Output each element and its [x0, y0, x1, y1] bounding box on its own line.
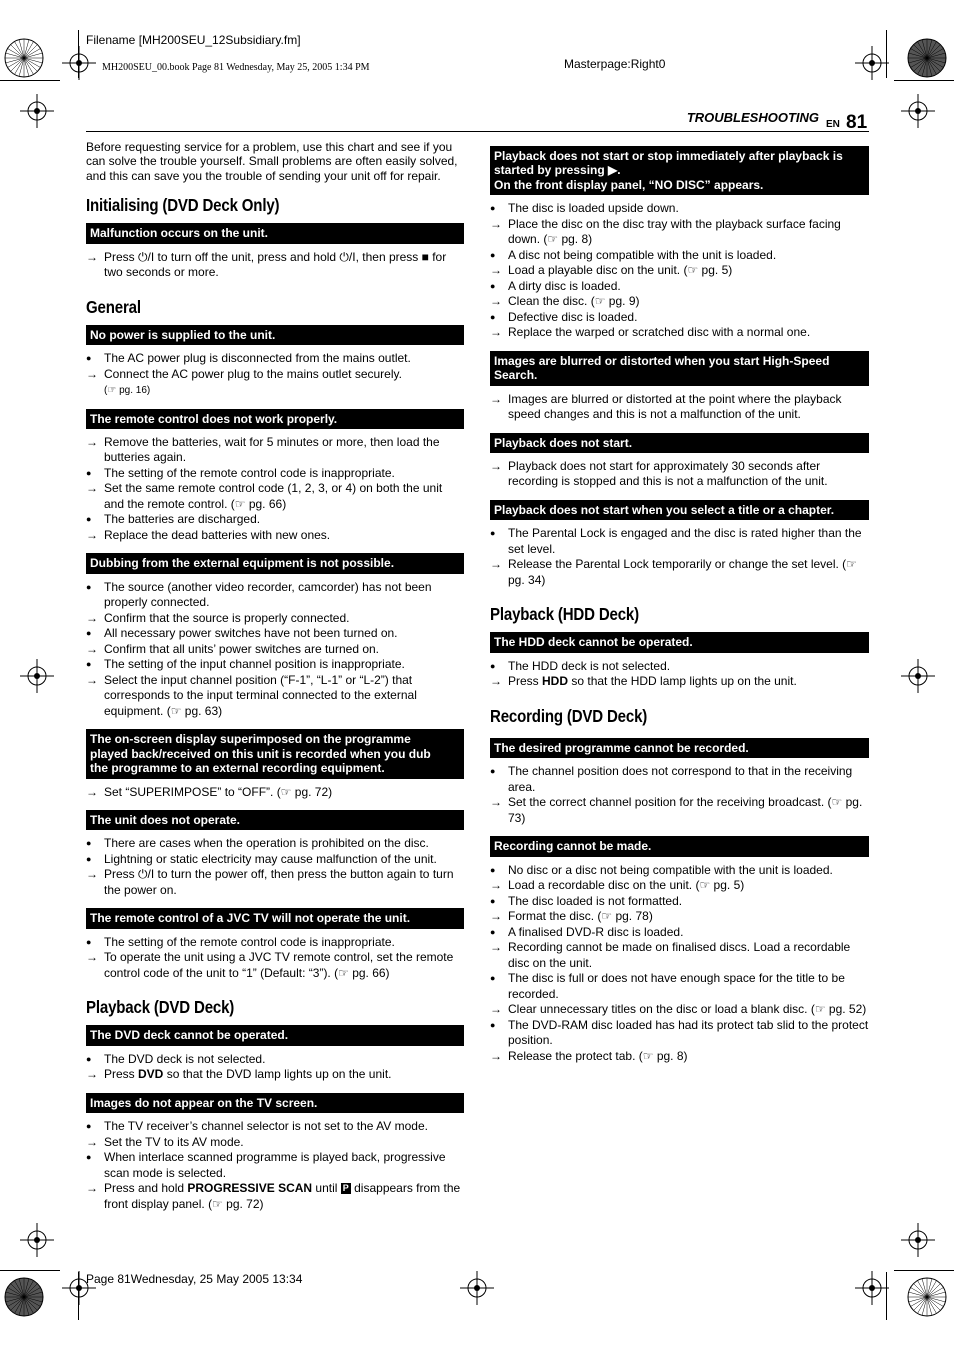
- list-item: → Load a playable disc on the unit. (☞ pg. 5): [490, 263, 733, 278]
- arrow-icon: →: [86, 249, 98, 264]
- list-item: ● The DVD deck is not selected.: [86, 1051, 266, 1066]
- list-item: ● The Parental Lock is engaged and the disc is rated higher than the set level.: [490, 526, 862, 556]
- list-item: → Press ⏻/I to turn the power off, then press the button again to turn the power on.: [86, 867, 454, 897]
- list-item: → Select the input channel position (“F-1”, “L-1” or “L-2”) that corresponds to the input terminal connected to the external equipment. (☞ pg. 63): [86, 672, 417, 718]
- list-item: → Press HDD so that the HDD lamp lights up on the unit.: [490, 674, 797, 689]
- section-title-recording-dvd: Recording (DVD Deck): [490, 705, 648, 726]
- problem-bar: Images are blurred or distorted when you start High-Speed Search.: [490, 351, 869, 386]
- list-item: → Clear unnecessary titles on the disc or load a blank disc. (☞ pg. 52): [490, 1002, 867, 1017]
- list-item: → Connect the AC power plug to the mains outlet securely. (☞ pg. 16): [86, 366, 402, 397]
- problem-bar: Recording cannot be made.: [490, 836, 869, 856]
- arrow-icon: →: [86, 1134, 98, 1149]
- arrow-icon: →: [86, 950, 98, 965]
- solution-list: [490, 659, 869, 690]
- arrow-icon: →: [86, 641, 98, 656]
- arrow-icon: →: [86, 1181, 98, 1196]
- problem-bar: The remote control does not work properly.: [86, 409, 464, 429]
- bullet-icon: ●: [490, 280, 496, 291]
- list-item: ● A finalised DVD-R disc is loaded.: [490, 924, 684, 939]
- list-item: ● The channel position does not correspond to that in the receiving area.: [490, 764, 853, 794]
- bullet-icon: ●: [86, 659, 92, 670]
- list-item: → Press ⏻/I to turn off the unit, press and hold ⏻/I, then press ■ for two seconds or more.: [86, 249, 447, 280]
- bullet-icon: ●: [490, 864, 496, 875]
- stop-icon: ■: [421, 249, 429, 264]
- bullet-icon: ●: [86, 838, 92, 849]
- problem-bar: The on-screen display superimposed on the programme played back/received on this unit is recorded when you dub the programme to an external recording equipment.: [86, 729, 464, 778]
- list-item: ● The setting of the remote control code is inappropriate.: [86, 934, 395, 949]
- progressive-indicator-icon: P: [342, 1183, 349, 1194]
- arrow-icon: →: [490, 294, 502, 309]
- bullet-icon: ●: [490, 926, 496, 937]
- arrow-icon: →: [86, 784, 98, 799]
- arrow-icon: →: [490, 263, 502, 278]
- bullet-icon: ●: [490, 311, 496, 322]
- bullet-icon: ●: [86, 514, 92, 525]
- book-info-line: MH200SEU_00.book Page 81 Wednesday, May 25, 2005 1:34 PM: [102, 62, 370, 73]
- list-item: ● The batteries are discharged.: [86, 512, 261, 527]
- bullet-icon: ●: [490, 528, 496, 539]
- crosshair-target: [20, 659, 54, 693]
- list-item: ● Defective disc is loaded.: [490, 309, 638, 324]
- crosshair-target: [62, 46, 96, 80]
- problem-bar: Malfunction occurs on the unit.: [86, 223, 464, 243]
- registration-circle-bottom-left: [3, 1276, 45, 1318]
- arrow-icon: →: [86, 481, 98, 496]
- arrow-icon: →: [86, 527, 98, 542]
- problem-bar: The remote control of a JVC TV will not operate the unit.: [86, 908, 464, 928]
- crosshair-target: [460, 1271, 494, 1305]
- filename-label: Filename [MH200SEU_12Subsidiary.fm]: [86, 33, 301, 47]
- problem-bar: The DVD deck cannot be operated.: [86, 1025, 464, 1045]
- list-item: ● The setting of the remote control code is inappropriate.: [86, 465, 395, 480]
- left-column: [86, 140, 464, 1212]
- section-title-playback-dvd: Playback (DVD Deck): [86, 997, 235, 1018]
- arrow-icon: →: [490, 391, 502, 406]
- list-item: ● The TV receiver’s channel selector is not set to the AV mode.: [86, 1119, 428, 1134]
- crosshair-target: [855, 1271, 889, 1305]
- crosshair-target: [20, 1223, 54, 1257]
- header-rule: [86, 131, 869, 132]
- list-item: → Set “SUPERIMPOSE” to “OFF”. (☞ pg. 72): [86, 784, 333, 799]
- solution-list: [490, 863, 869, 1065]
- list-item: → Set the same remote control code (1, 2, 3, or 4) on both the unit and the remote control. (☞ pg. 66): [86, 481, 443, 511]
- section-title-general: General: [86, 296, 141, 317]
- arrow-icon: →: [490, 909, 502, 924]
- problem-bar: The desired programme cannot be recorded.: [490, 738, 869, 758]
- bullet-icon: ●: [86, 1121, 92, 1132]
- arrow-icon: →: [86, 366, 98, 381]
- list-item: → Replace the dead batteries with new ones.: [86, 527, 331, 542]
- power-icon: ⏻/I: [138, 249, 155, 264]
- crosshair-target: [901, 94, 935, 128]
- solution-list: [490, 392, 869, 423]
- list-item: → Recording cannot be made on finalised discs. Load a recordable disc on the unit.: [490, 940, 851, 970]
- list-item: → Images are blurred or distorted at the point where the playback speed changes and this is not a malfunction of the unit.: [490, 391, 842, 422]
- bullet-icon: ●: [490, 766, 496, 777]
- list-item: ● When interlace scanned programme is played back, progressive scan mode is selected.: [86, 1150, 446, 1180]
- problem-bar: The unit does not operate.: [86, 810, 464, 830]
- page-number: 81: [846, 112, 868, 133]
- bullet-icon: ●: [86, 467, 92, 478]
- section-header: TROUBLESHOOTING: [686, 110, 819, 125]
- section-title-initialising: Initialising (DVD Deck Only): [86, 195, 280, 216]
- crosshair-target: [901, 1223, 935, 1257]
- power-icon: ⏻/I: [339, 249, 356, 264]
- arrow-icon: →: [490, 458, 502, 473]
- registration-circle-top-left: [3, 37, 45, 79]
- bullet-icon: ●: [490, 1019, 496, 1030]
- arrow-icon: →: [490, 325, 502, 340]
- list-item: → Confirm that the source is properly connected.: [86, 610, 350, 625]
- list-item: ● The disc is loaded upside down.: [490, 201, 679, 216]
- list-item: ● The disc is full or does not have enough space for the title to be recorded.: [490, 971, 845, 1001]
- list-item: → Replace the warped or scratched disc with a normal one.: [490, 325, 811, 340]
- list-item: → Release the protect tab. (☞ pg. 8): [490, 1048, 688, 1063]
- section-title-playback-hdd: Playback (HDD Deck): [490, 604, 639, 625]
- list-item: ● A disc not being compatible with the unit is loaded.: [490, 247, 777, 262]
- list-item: → To operate the unit using a JVC TV remote control, set the remote control code of the unit to “1” (Default: “3”). (☞ pg. 66): [86, 950, 454, 980]
- arrow-icon: →: [86, 867, 98, 882]
- arrow-icon: →: [490, 795, 502, 810]
- arrow-icon: →: [86, 1067, 98, 1082]
- solution-list: [86, 351, 464, 399]
- language-tag: EN: [826, 119, 840, 130]
- solution-list: [490, 764, 869, 826]
- list-item: ● A dirty disc is loaded.: [490, 278, 621, 293]
- list-item: ● The disc loaded is not formatted.: [490, 893, 683, 908]
- solution-list: [86, 836, 464, 898]
- solution-list: [86, 580, 464, 720]
- footer-line: Page 81Wednesday, 25 May 2005 13:34: [86, 1272, 303, 1286]
- solution-list: [86, 935, 464, 982]
- masterpage-label: Masterpage:Right0: [564, 57, 666, 71]
- list-item: → Confirm that all units’ power switches are turned on.: [86, 641, 380, 656]
- list-item: → Set the TV to its AV mode.: [86, 1134, 244, 1149]
- bullet-icon: ●: [86, 353, 92, 364]
- solution-list: [490, 526, 869, 588]
- list-item: ● The setting of the input channel position is inappropriate.: [86, 657, 405, 672]
- problem-bar: Dubbing from the external equipment is not possible.: [86, 553, 464, 573]
- problem-bar: Playback does not start.: [490, 433, 869, 453]
- problem-bar: No power is supplied to the unit.: [86, 325, 464, 345]
- crosshair-target: [20, 94, 54, 128]
- list-item: → Format the disc. (☞ pg. 78): [490, 909, 653, 924]
- solution-list: [490, 459, 869, 490]
- bullet-icon: ●: [490, 249, 496, 260]
- list-item: → Clean the disc. (☞ pg. 9): [490, 294, 640, 309]
- arrow-icon: →: [490, 216, 502, 231]
- list-item: → Release the Parental Lock temporarily or change the set level. (☞ pg. 34): [490, 557, 857, 587]
- solution-list: [86, 1119, 464, 1212]
- list-item: ● The HDD deck is not selected.: [490, 658, 671, 673]
- crosshair-target: [855, 46, 889, 80]
- arrow-icon: →: [490, 940, 502, 955]
- crosshair-target: [901, 659, 935, 693]
- arrow-icon: →: [86, 434, 98, 449]
- list-item: → Press and hold PROGRESSIVE SCAN until P disappears from the front display panel. (☞ pg. 72): [86, 1181, 461, 1211]
- bullet-icon: ●: [86, 1152, 92, 1163]
- intro-paragraph: Before requesting service for a problem, use this chart and see if you can solve the trouble yourself. Small problems are often easily solved, and this can save you the trouble of sending your unit off for repair.: [86, 140, 458, 183]
- bullet-icon: ●: [490, 660, 496, 671]
- arrow-icon: →: [490, 1048, 502, 1063]
- arrow-icon: →: [490, 557, 502, 572]
- solution-list: [490, 201, 869, 341]
- bullet-icon: ●: [86, 853, 92, 864]
- right-column: [490, 146, 869, 1064]
- problem-bar: Images do not appear on the TV screen.: [86, 1093, 464, 1113]
- bullet-icon: ●: [490, 973, 496, 984]
- list-item: ● The DVD-RAM disc loaded has had its protect tab slid to the protect position.: [490, 1017, 869, 1048]
- problem-bar: Playback does not start or stop immediately after playback is started by pressing ▶. On the front display panel, “NO DISC” appears.: [490, 146, 869, 195]
- list-item: ● No disc or a disc not being compatible with the unit is loaded.: [490, 862, 833, 877]
- list-item: → Press DVD so that the DVD lamp lights up on the unit.: [86, 1067, 392, 1082]
- list-item: → Set the correct channel position for the receiving broadcast. (☞ pg. 73): [490, 795, 863, 825]
- arrow-icon: →: [490, 674, 502, 689]
- arrow-icon: →: [490, 878, 502, 893]
- bullet-icon: ●: [86, 628, 92, 639]
- bullet-icon: ●: [86, 1053, 92, 1064]
- solution-list: [86, 250, 464, 281]
- solution-list: [86, 785, 464, 801]
- arrow-icon: →: [86, 672, 98, 687]
- list-item: ● All necessary power switches have not been turned on.: [86, 626, 398, 641]
- solution-list: [86, 1052, 464, 1083]
- bullet-icon: ●: [490, 203, 496, 214]
- list-item: ● There are cases when the operation is prohibited on the disc.: [86, 836, 429, 851]
- bullet-icon: ●: [86, 581, 92, 592]
- arrow-icon: →: [86, 610, 98, 625]
- problem-bar: Playback does not start when you select a title or a chapter.: [490, 500, 869, 520]
- bullet-icon: ●: [86, 936, 92, 947]
- list-item: ● The AC power plug is disconnected from the mains outlet.: [86, 351, 411, 366]
- bullet-icon: ●: [490, 895, 496, 906]
- list-item: → Load a recordable disc on the unit. (☞ pg. 5): [490, 878, 745, 893]
- list-item: → Playback does not start for approximately 30 seconds after recording is stopped and this is not a malfunction of the unit.: [490, 458, 828, 489]
- power-icon: ⏻/I: [138, 867, 155, 882]
- arrow-icon: →: [490, 1002, 502, 1017]
- list-item: → Remove the batteries, wait for 5 minutes or more, then load the butteries again.: [86, 434, 440, 465]
- list-item: ● Lightning or static electricity may cause malfunction of the unit.: [86, 851, 437, 866]
- list-item: ● The source (another video recorder, camcorder) has not been properly connected.: [86, 579, 432, 610]
- registration-circle-bottom-right: [906, 1276, 948, 1318]
- registration-circle-top-right: [906, 37, 948, 79]
- solution-list: [86, 435, 464, 544]
- problem-bar: The HDD deck cannot be operated.: [490, 632, 869, 652]
- list-item: → Place the disc on the disc tray with the playback surface facing down. (☞ pg. 8): [490, 216, 841, 247]
